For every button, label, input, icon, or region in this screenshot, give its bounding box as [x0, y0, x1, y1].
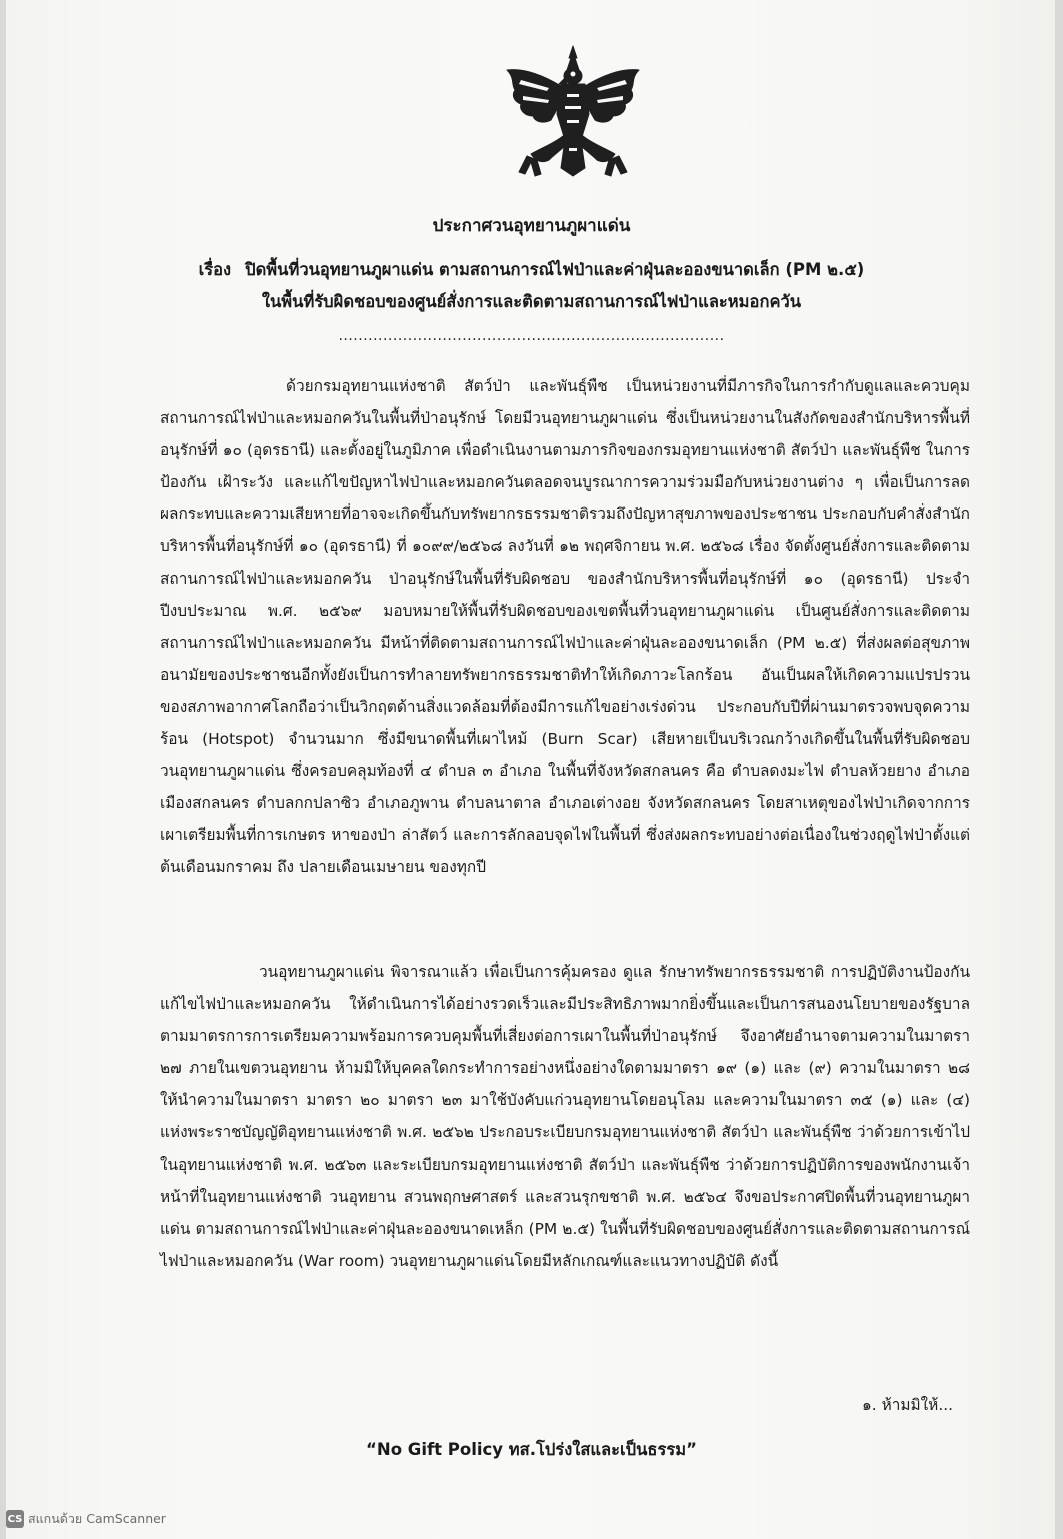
continuation-marker: ๑. ห้ามมิให้...: [862, 1396, 953, 1414]
document-page: [6, 0, 1055, 1539]
subject-label: เรื่อง: [198, 260, 232, 279]
subject-text: ปิดพื้นที่วนอุทยานภูผาแด่น ตามสถานการณ์ไฟป่าและค่าฝุ่นละอองขนาดเล็ก (PM ๒.๕): [245, 260, 865, 279]
separator-line: ..............................................................................: [338, 328, 725, 344]
camscanner-icon: CS: [6, 1510, 24, 1528]
watermark-text: สแกนด้วย CamScanner: [28, 1511, 166, 1526]
body-paragraph-2: วนอุทยานภูผาแด่น พิจารณาแล้ว เพื่อเป็นการคุ้มครอง ดูแล รักษาทรัพยากรธรรมชาติ การปฏิบัติงานป้องกันแก้ไขไฟป่าและหมอกควัน ให้ดำเนินการได้อย่างรวดเร็วและมีประสิทธิภาพมากยิ่งขึ้นและเป็นการสนองนโยบายของรัฐบาลตามมาตรการการเตรียมความพร้อมการควบคุมพื้นที่เสี่ยงต่อการเผาในพื้นที่ป่าอนุรักษ์ จึงอาศัยอำนาจตามความในมาตรา ๒๗ ภายในเขตวนอุทยาน ห้ามมิให้บุคคลใดกระทำการอย่างหนึ่งอย่างใดตามมาตรา ๑๙ (๑) และ (๙) ความในมาตรา ๒๘ ให้นำความในมาตรา มาตรา ๒๐ มาตรา ๒๓ มาใช้บังคับแก่วนอุทยานโดยอนุโลม และความในมาตรา ๓๕ (๑) และ (๔) แห่งพระราชบัญญัติอุทยานแห่งชาติ พ.ศ. ๒๕๖๒ ประกอบระเบียบกรมอุทยานแห่งชาติ สัตว์ป่า และพันธุ์พืช ว่าด้วยการเข้าไปในอุทยานแห่งชาติ พ.ศ. ๒๕๖๓ และระเบียบกรมอุทยานแห่งชาติ สัตว์ป่า และพันธุ์พืช ว่าด้วยการปฏิบัติการของพนักงานเจ้าหน้าที่ในอุทยานแห่งชาติ วนอุทยาน สวนพฤกษศาสตร์ และสวนรุกขชาติ พ.ศ. ๒๕๖๔ จึงขอประกาศปิดพื้นที่วนอุทยานภูผาแด่น ตามสถานการณ์ไฟป่าและค่าฝุ่นละอองขนาดเหล็ก (PM ๒.๕) ในพื้นที่รับผิดชอบของศูนย์สั่งการและติดตามสถานการณ์ไฟป่าและหมอกควัน (War room) วนอุทยานภูผาแด่นโดยมีหลักเกณฑ์และแนวทางปฏิบัติ ดังนี้: [160, 963, 970, 1270]
body-paragraph-1: ด้วยกรมอุทยานแห่งชาติ สัตว์ป่า และพันธุ์พืช เป็นหน่วยงานที่มีภารกิจในการกำกับดูแลและควบคุมสถานการณ์ไฟป่าและหมอกควันในพื้นที่ป่าอนุรักษ์ โดยมีวนอุทยานภูผาแด่น ซึ่งเป็นหน่วยงานในสังกัดของสำนักบริหารพื้นที่อนุรักษ์ที่ ๑๐ (อุดรธานี) และตั้งอยู่ในภูมิภาค เพื่อดำเนินงานตามภารกิจของกรมอุทยานแห่งชาติ สัตว์ป่า และพันธุ์พืช ในการป้องกัน เฝ้าระวัง และแก้ไขปัญหาไฟป่าและหมอกควันตลอดจนบูรณาการความร่วมมือกับหน่วยงานต่าง ๆ เพื่อเป็นการลดผลกระทบและความเสียหายที่อาจจะเกิดขึ้นกับทรัพยากรธรรมชาติรวมถึงปัญหาสุขภาพของประชาชน ประกอบกับคำสั่งสำนักบริหารพื้นที่อนุรักษ์ที่ ๑๐ (อุดรธานี) ที่ ๑๐๙๙/๒๕๖๘ ลงวันที่ ๑๒ พฤศจิกายน พ.ศ. ๒๕๖๘ เรื่อง จัดตั้งศูนย์สั่งการและติดตามสถานการณ์ไฟป่าและหมอกควัน ป่าอนุรักษ์ในพื้นที่รับผิดชอบ ของสำนักบริหารพื้นที่อนุรักษ์ที่ ๑๐ (อุดรธานี) ประจำปีงบประมาณ พ.ศ. ๒๕๖๙ มอบหมายให้พื้นที่รับผิดชอบของเขตพื้นที่วนอุทยานภูผาแด่น เป็นศูนย์สั่งการและติดตามสถานการณ์ไฟป่าและหมอกควัน มีหน้าที่ติดตามสถานการณ์ไฟป่าและค่าฝุ่นละอองขนาดเล็ก (PM ๒.๕) ที่ส่งผลต่อสุขภาพอนามัยของประชาชนอีกทั้งยังเป็นการทำลายทรัพยากรธรรมชาติทำให้เกิดภาวะโลกร้อน อันเป็นผลให้เกิดความแปรปรวนของสภาพอากาศโลกถือว่าเป็นวิกฤตด้านสิ่งแวดล้อมที่ต้องมีการแก้ไขอย่างเร่งด่วน ประกอบกับปีที่ผ่านมาตรวจพบจุดความร้อน (Hotspot) จำนวนมาก ซึ่งมีขนาดพื้นที่เผาไหม้ (Burn Scar) เสียหายเป็นบริเวณกว้างเกิดขึ้นในพื้นที่รับผิดชอบวนอุทยานภูผาแด่น ซึ่งครอบคลุมท้องที่ ๔ ตำบล ๓ อำเภอ ในพื้นที่จังหวัดสกลนคร คือ ตำบลดงมะไฟ ตำบลห้วยยาง อำเภอเมืองสกลนคร ตำบลกกปลาซิว อำเภอภูพาน ตำบลนาตาล อำเภอเต่างอย จังหวัดสกลนคร โดยสาเหตุของไฟป่าเกิดจากการเผาเตรียมพื้นที่การเกษตร หาของป่า ล่าสัตว์ และการลักลอบจุดไฟในพื้นที่ ซึ่งส่งผลกระทบอย่างต่อเนื่องในช่วงฤดูไฟป่าตั้งแต่ต้นเดือนมกราคม ถึง ปลายเดือนเมษายน ของทุกปี: [160, 377, 970, 877]
garuda-emblem: [501, 44, 645, 188]
subject-line: [0, 257, 1063, 283]
announcement-title: ประกาศวนอุทยานภูผาแด่น: [432, 216, 631, 236]
subject-line-2: ในพื้นที่รับผิดชอบของศูนย์สั่งการและติดตามสถานการณ์ไฟป่าและหมอกควัน: [261, 292, 802, 311]
footer-slogan: “No Gift Policy ทส.โปร่งใสและเป็นธรรม”: [366, 1440, 697, 1459]
camscanner-watermark: [6, 1509, 166, 1529]
